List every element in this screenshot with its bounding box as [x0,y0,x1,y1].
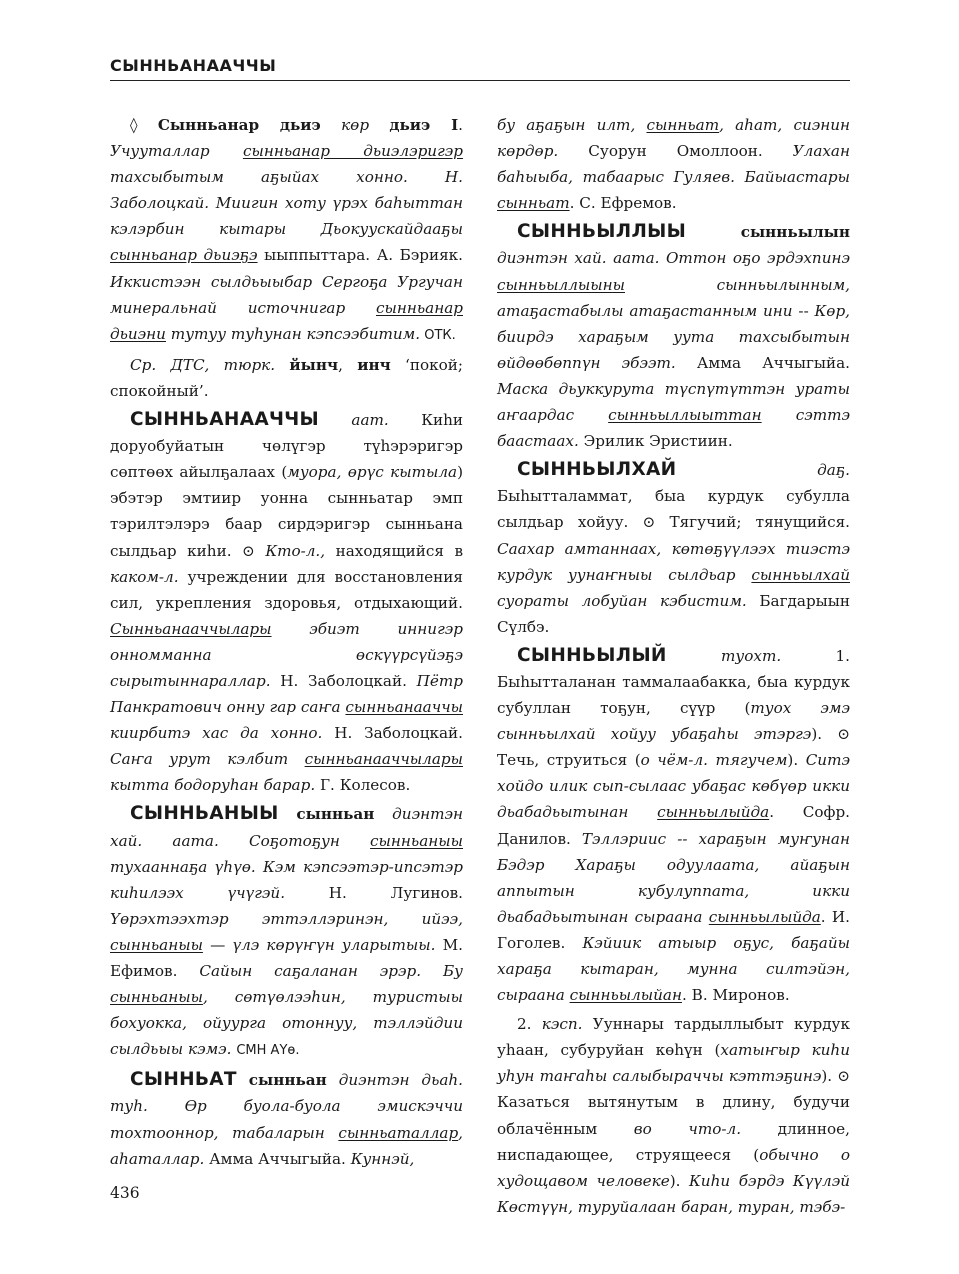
example-keyword: сынньат [497,194,570,213]
entry-synnylyi: СЫННЬЫЛЫЙ туохт. 1. Быһытталанан таммалаабакка, быа курдук субуллан тоҕун, сүүр (туох эмэ сынньылхай хойуу убаҕаһы этэргэ). ⊙ Течь, струиться (о чём-л. тягучем). Ситэ хойдо илик сып-сылаас убаҕас көбүөр икки дьабадьытынан сынньылыйда. Софр. Данилов. Тэллэриис -- хараҕын муҥунан Бэдэр Хараҕы одуулаата, айаҕын аппытын кубулуппата, икки дьабадьытынан сыраана сынньылыйда. И. Гоголев. Кэйиик атыыр оҕус, баҕайы хараҕа кытаран, мунна силтэйэн, сыраана сынньылыйан. В. Миронов. [497,644,851,1005]
headword: СЫННЬЫЛЛЫЫ [517,221,687,243]
example-keyword: сынньанааччы [345,698,464,717]
entry-synnylly: СЫННЬЫЛЛЫЫ сынньылын диэнтэн хай. аата. Оттон оҕо эрдэхпинэ сынньыллыыны сынньылынным, атаҕастабылы атаҕастанным ини -- Көр, биирдэ хараҕым уута тахсыбытын өйдөөбөппүн эбээт. Амма Аччыгыйа. Маска дьуккурута түспүтүттэн ураты аҥаардас сынньыллыыттан сэттэ баастаах. Эрилик Эристиин. [497,221,851,451]
entry-synnanaachchy: СЫННЬАНААЧЧЫ аат. Киһи доруобуйатын чөлүгэр түһэрэригэр сөптөөх айылҕалаах (муора, өрүс кытыла) эбэтэр эмтиир уонна сынньатар эмп тэрилтэлэрэ баар сирдэригэр сынньана сылдьар киһи. ⊙ Кто-л., находящийся в каком-л. учреждении для восстановления сил, укрепления здоровья, отдыхающий. Сынньанааччылары эбиэт иннигэр онномманна өскүүрсүйэҕэ сырытыннараллар. Н. Заболоцкай. Пётр Панкратович онну гар саҥа сынньанааччы киирбитэ хас да хонно. Н. Заболоцкай. Саҥа урут кэлбит сынньанааччылары кытта бодоруһан барар. Г. Колесов. [110,409,464,795]
source-abbrev: СМН АҮө. [236,1043,300,1059]
example-keyword: сынньат [646,116,720,134]
example-keyword: сынньаталлар [338,1123,459,1142]
lozenge-mark: ◊ [130,116,158,134]
header-rule [110,80,850,81]
example-text: тутуу туһунан кэпсээбитим. [165,324,421,343]
headword: СЫННЬЫЛХАЙ [517,459,677,481]
headword: Сынньанар дьиэ [157,116,321,134]
example-keyword: сынньылхай [751,565,851,584]
example-keyword: сынньанар дьиэни [110,298,463,343]
running-head: СЫННЬАНААЧЧЫ [110,56,277,75]
entry-synnylkhai: СЫННЬЫЛХАЙ даҕ. Быһытталаммат, быа курдук субулла сылдьар хойуу. ⊙ Тягучий; тянущийся. Саахар амтаннаах, көтөҕүүлээх тиэстэ курдук уунаҥныы сылдьар сынньылхай суораты лобуйан кэбистим. Багдарыын Сүлбэ. [497,459,851,636]
entry-synnylyi-sense-2: 2. кэсп. Ууннары тардыллыбыт курдук уһаан, субуруйан көһүн (хатыҥыр киһи уһун таҥаһы салыбыраччы кэттэҕинэ). ⊙ Казаться вытянутым в длину, будучи облачённым во что-л. длинное, ниспадающее, струящееся (обычно о худощавом человеке). Киһи бэрдэ Күүлэй Көстүүн, туруйалаан баран, туран, тэбэ- [497,1015,851,1216]
example-text: Учууталлар [110,142,210,161]
part-of-speech: даҕ. [817,461,850,480]
part-of-speech: аат. [351,411,389,430]
etymology-note: Ср. ДТС, тюрк. йынч, инч ‘покой; спокойный’. [110,355,463,400]
example-keyword: сынньылыйда [708,907,821,926]
headword: СЫННЬАНААЧЧЫ [130,409,319,431]
example-keyword: сынньанааччылары [304,750,463,769]
part-of-speech: туохт. [721,646,782,665]
cross-ref-target: дьиэ I [389,116,459,134]
example-text: Миигин хоту үрэх баһыттан кэлэрбин кытары Дьокуускайдааҕы [110,194,463,239]
entry-synnat-continued: бу аҕаҕын илт, сынньат, аһат, сиэнин көрдөр. Суорун Омоллоон. Улахан баһыыба, табаарыс Гуляев. Байыастары сынньат. С. Ефремов. [497,116,851,213]
example-keyword: сынньыллыыны [497,275,625,294]
example-keyword: сынньаныы [110,988,203,1007]
headword: СЫННЬАНЫЫ [130,803,279,825]
example-keyword: сынньылыйан [569,986,682,1005]
source-abbrev: ОТК. [420,327,456,343]
headword: СЫННЬЫЛЫЙ [517,644,667,666]
headword: СЫННЬАТ [130,1069,237,1091]
cross-ref-label: көр [341,116,370,134]
page-number: 436 [110,1184,140,1202]
left-column [110,112,463,1172]
entry-synnanar-dyie: ◊ Сынньанар дьиэ көр дьиэ I. Учууталлар сынньанар дьиэлэригэр тахсыбытым аҕыйах хонно. Н. Заболоцкай. Миигин хоту үрэх баһыттан кэлэрбин кытары Дьокуускайдааҕы сынньанар дьиэҕэ ыыппыттара. А. Бэрияк. Иккистээн сылдьыыбар Сергоҕа Ургучан минеральнай источнигар сынньанар дьиэни тутуу туһунан кэпсээбитим. ОТК. [110,116,464,343]
example-keyword: Сынньанааччылары [110,619,272,638]
example-keyword: сынньаныы [110,935,203,954]
example-keyword: сынньылыйда [657,803,770,822]
example-source: ыыппыттара. А. Бэрияк. [257,246,464,265]
example-keyword: сынньыллыыттан [608,406,762,425]
example-text: Иккистээн сылдьыыбар Сергоҕа Ургучан минеральнай источнигар [110,272,463,317]
right-column [497,112,850,1220]
entry-synnanyy: СЫННЬАНЫЫ сынньан диэнтэн хай. аата. Соҕотоҕун сынньаныы тухааннаҕа үһүө. Кэм кэпсээтэр-ипсэтэр киһилээх үчүгэй. Н. Лугинов. Үөрэхтээхтэр эттэллэринэн, ийээ, сынньаныы — үлэ көрүҥүн уларытыы. М. Ефимов. Сайын саҕаланан эрэр. Бу сынньаныы, сөтүөлээһин, туристыы бохуокка, ойуурга отоннуу, тэллэйдии сылдьыы кэмэ. СМН АҮө. [110,803,463,1059]
example-keyword: сынньанар дьиэлэригэр [242,142,463,161]
example-text: тахсыбытым аҕыйах хонно. Н. Заболоцкай. [110,168,463,213]
example-keyword: сынньаныы [370,831,463,850]
example-keyword: сынньанар дьиэҕэ [110,246,258,265]
entry-synnat: СЫННЬАТ сынньан диэнтэн дьаһ. туһ. Өр буола-буола эмискэччи тохтооннор, табаларын сынньаталлар, аһаталлар. Амма Аччыгыйа. Куннэй, [110,1069,463,1168]
